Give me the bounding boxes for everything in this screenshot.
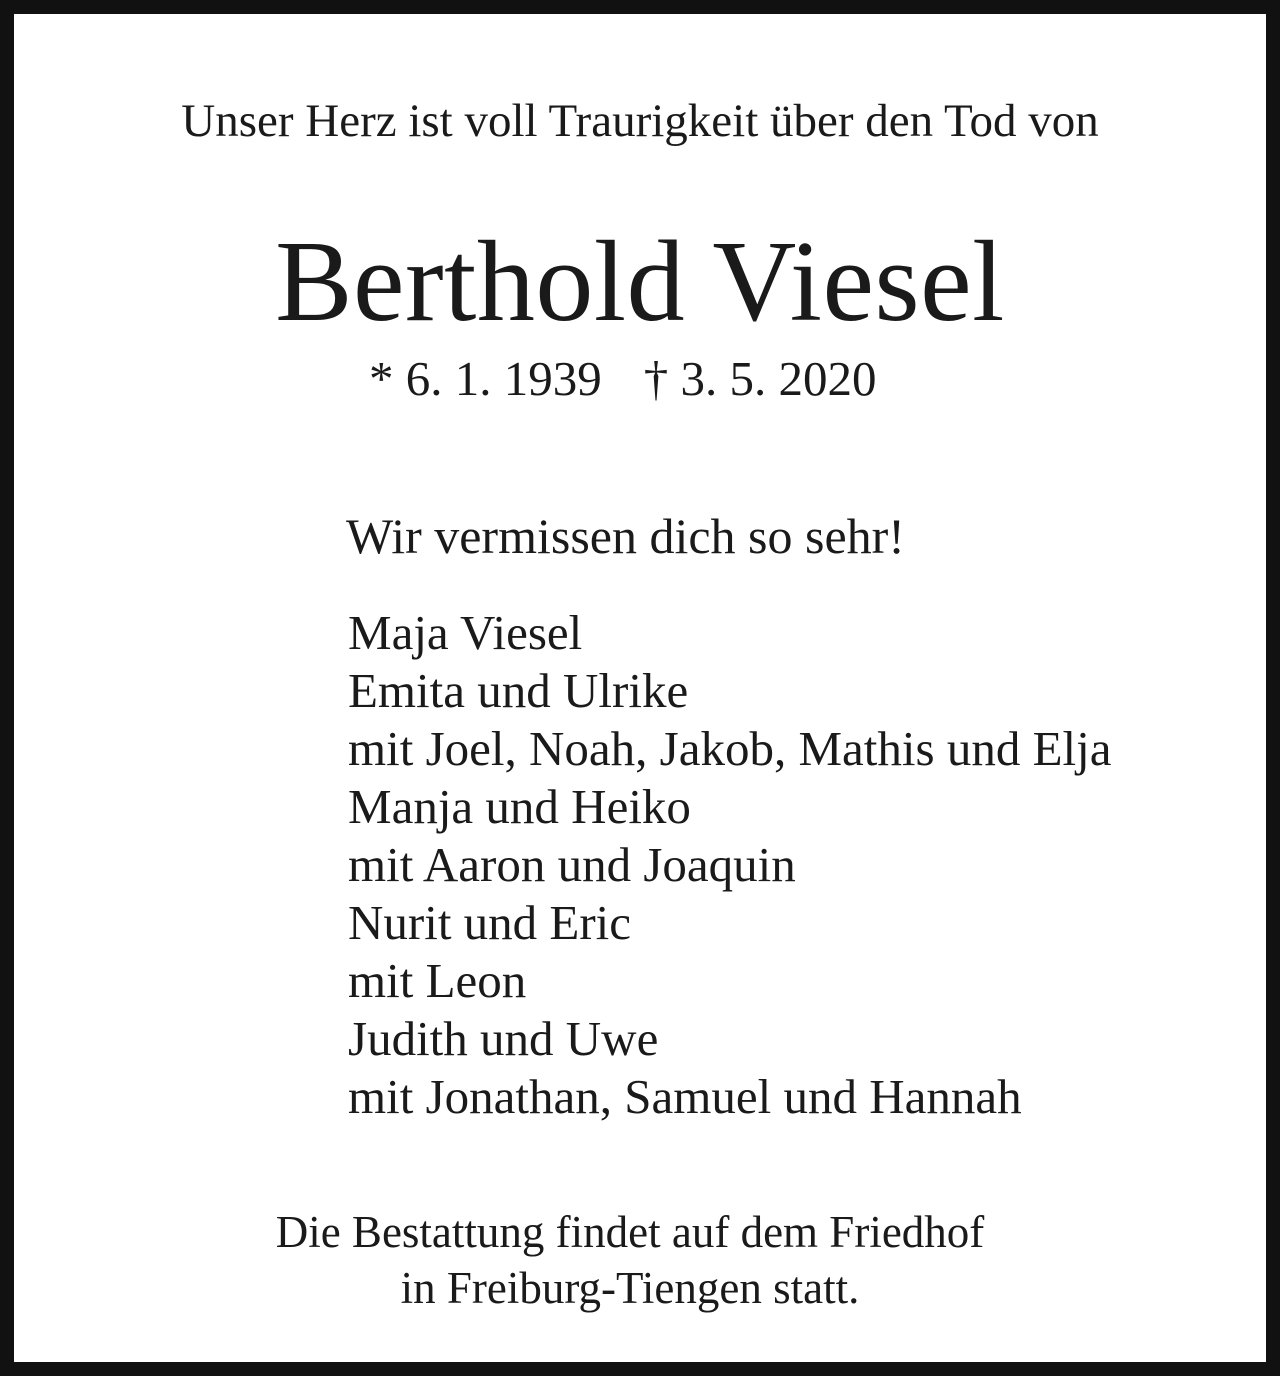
- deceased-name: Berthold Viesel: [275, 218, 1005, 346]
- motto-text: Wir vermissen dich so sehr!: [346, 508, 905, 564]
- funeral-line-2: in Freiburg-Tiengen statt.: [400, 1263, 860, 1313]
- mourner-line: mit Aaron und Joaquin: [348, 837, 796, 892]
- mourner-line: Emita und Ulrike: [348, 663, 689, 718]
- life-dates: [369, 351, 877, 406]
- mourner-line: mit Jonathan, Samuel und Hannah: [348, 1069, 1022, 1124]
- mourner-line: Judith und Uwe: [348, 1011, 659, 1066]
- intro-text: Unser Herz ist voll Traurigkeit über den Tod von: [181, 95, 1099, 147]
- mourner-line: Nurit und Eric: [348, 895, 632, 950]
- funeral-line-1: Die Bestattung findet auf dem Friedhof: [275, 1207, 985, 1257]
- mourner-line: Maja Viesel: [348, 605, 583, 660]
- mourner-line: mit Joel, Noah, Jakob, Mathis und Elja: [348, 721, 1112, 776]
- funeral-info: [14, 1204, 1266, 1316]
- mourner-line: Manja und Heiko: [348, 779, 691, 834]
- mourner-line: mit Leon: [348, 953, 527, 1008]
- birth-date: * 6. 1. 1939: [369, 351, 602, 406]
- mourners-list: [348, 604, 1112, 1126]
- death-date: † 3. 5. 2020: [643, 351, 877, 406]
